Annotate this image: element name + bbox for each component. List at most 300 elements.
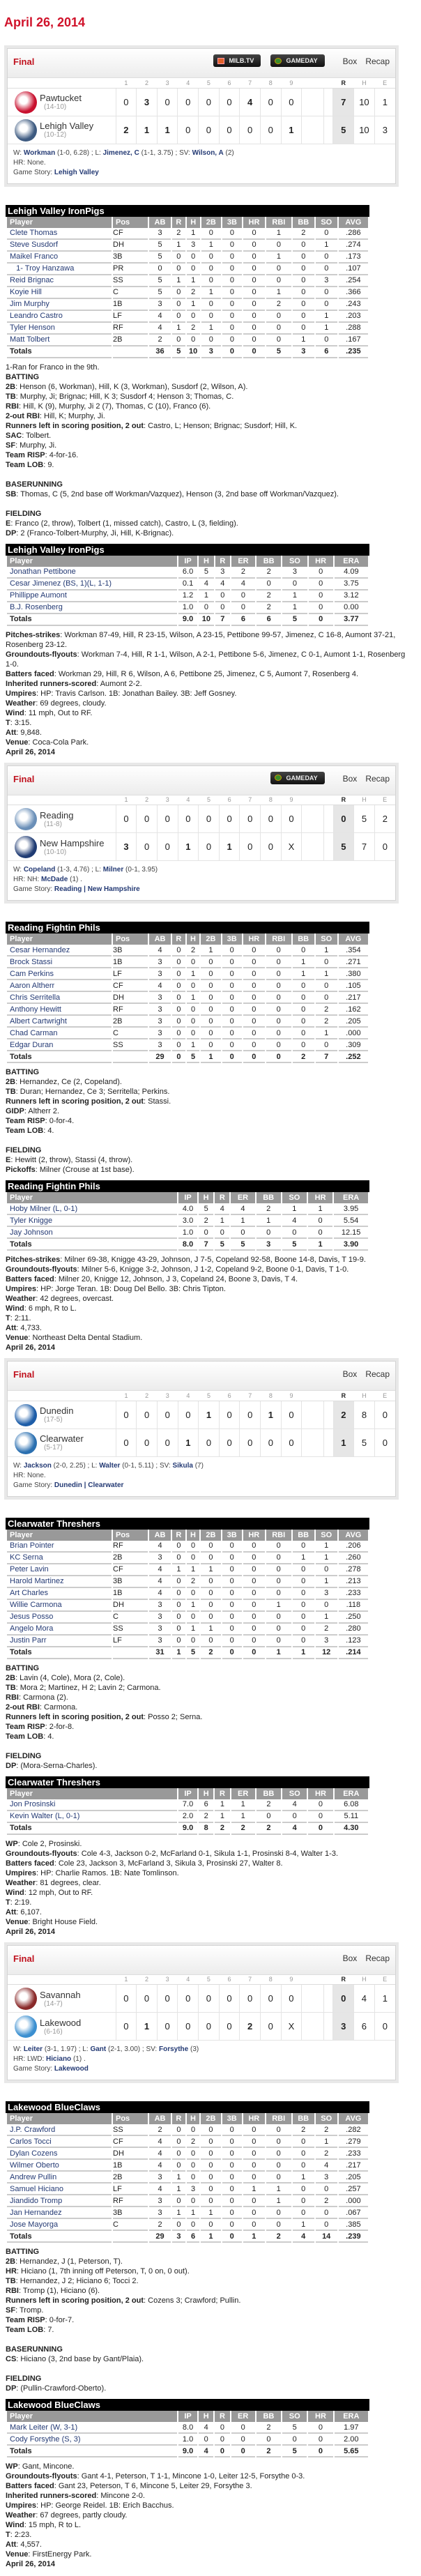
note-text: : 4,733. bbox=[16, 1324, 42, 1332]
gameday-label: GAMEDAY bbox=[286, 57, 318, 64]
player-link[interactable]: Harold Martinez bbox=[7, 1576, 112, 1588]
inning-header: 8 bbox=[261, 1391, 282, 1401]
player-link[interactable]: Tyler Henson bbox=[7, 323, 112, 335]
player-link[interactable]: Cesar Hernandez bbox=[7, 945, 112, 957]
player-link[interactable]: 1- Troy Hanzawa bbox=[7, 264, 112, 275]
game-status: Final bbox=[13, 773, 35, 784]
stat-cell: 0 bbox=[222, 1028, 242, 1039]
stat-cell: DH bbox=[113, 1600, 148, 1612]
column-header: AB bbox=[149, 933, 171, 945]
player-link[interactable]: Chris Serritella bbox=[7, 992, 112, 1004]
player-link[interactable]: Phillippe Aumont bbox=[7, 590, 177, 602]
player-link[interactable]: Koyie Hill bbox=[7, 287, 112, 299]
stat-cell: 6.08 bbox=[335, 1799, 368, 1811]
player-link[interactable]: Leandro Castro bbox=[7, 311, 112, 323]
team-cell bbox=[8, 116, 116, 144]
stat-cell: 1 bbox=[201, 1051, 220, 1063]
stat-cell: 0 bbox=[215, 602, 230, 614]
rhe-header: E bbox=[374, 1975, 395, 1985]
inning-score: 0 bbox=[281, 1985, 302, 2013]
inning-header: 4 bbox=[178, 1975, 199, 1985]
player-link[interactable]: Jesus Posso bbox=[7, 1612, 112, 1624]
note-label: Batters faced bbox=[6, 1859, 54, 1868]
stat-cell: 4 bbox=[199, 2422, 213, 2434]
stat-cell bbox=[113, 1647, 148, 1659]
stat-cell: 0 bbox=[187, 2195, 200, 2207]
table-row bbox=[7, 1576, 368, 1588]
note-line bbox=[6, 421, 407, 431]
player-link[interactable]: Chad Carman bbox=[7, 1028, 112, 1039]
column-header: SO bbox=[282, 1192, 307, 1203]
scoreboard bbox=[4, 763, 399, 904]
note-line bbox=[6, 450, 407, 460]
note-label: TB bbox=[6, 1683, 16, 1692]
inning-header: 5 bbox=[199, 1975, 220, 1985]
stat-cell: 0 bbox=[243, 1004, 265, 1016]
inning-score: 0 bbox=[219, 805, 240, 833]
note-text: : Castro, L; Henson; Brignac; Susdorf; Hill, K. bbox=[144, 421, 298, 430]
note-line bbox=[6, 689, 407, 699]
note-label: DP bbox=[6, 1761, 17, 1770]
team-name[interactable]: Savannah bbox=[40, 1989, 81, 2000]
stat-cell: 3B bbox=[113, 1576, 148, 1588]
inning-score: 0 bbox=[219, 1985, 240, 2013]
stat-cell: 0 bbox=[293, 2160, 314, 2172]
stat-cell: 1 bbox=[316, 2136, 337, 2148]
game-story-link[interactable]: Dunedin | Clearwater bbox=[54, 1481, 124, 1489]
note-text: : Carmona. bbox=[39, 1702, 78, 1712]
note-label: DP bbox=[6, 528, 17, 538]
stat-cell: 0 bbox=[243, 1576, 265, 1588]
stat-cell: 3.95 bbox=[334, 1203, 368, 1215]
stat-cell: 0 bbox=[316, 252, 337, 264]
column-header: RBI bbox=[266, 2113, 291, 2124]
player-link[interactable]: Peter Lavin bbox=[7, 1564, 112, 1576]
stat-cell: 14 bbox=[316, 2231, 337, 2243]
stat-cell: 7 bbox=[199, 1239, 213, 1251]
box-link[interactable]: Box bbox=[342, 1953, 358, 1963]
stat-cell: 0 bbox=[201, 1576, 220, 1588]
player-link[interactable]: Hoby Milner (L, 0-1) bbox=[7, 1203, 177, 1215]
player-link[interactable]: Justin Parr bbox=[7, 1636, 112, 1647]
stat-cell: 1 bbox=[187, 992, 200, 1004]
stat-cell: 0 bbox=[293, 1541, 314, 1553]
hr-player-link[interactable]: McDade bbox=[41, 876, 68, 883]
stat-cell: 0 bbox=[266, 1588, 291, 1600]
hits-total: 5 bbox=[354, 805, 375, 833]
stat-cell: PR bbox=[113, 264, 148, 275]
stat-cell: 0 bbox=[201, 1612, 220, 1624]
note-line bbox=[6, 2257, 407, 2266]
player-link[interactable]: Cesar Jimenez (BS, 1)(L, 1-1) bbox=[7, 579, 177, 590]
stat-cell: 5 bbox=[199, 1203, 213, 1215]
save-pitcher-link[interactable]: Forsythe bbox=[159, 2045, 189, 2053]
page-title: April 26, 2014 bbox=[4, 15, 86, 29]
game-story-line: Game Story: Dunedin | Clearwater bbox=[13, 1481, 124, 1489]
inning-header: 4 bbox=[178, 78, 199, 88]
note-text: : HP: George Reidel. 1B: Erich Bacchus. bbox=[36, 2501, 174, 2510]
team-name[interactable]: Dunedin bbox=[40, 1405, 74, 1416]
player-link[interactable]: Brock Stassi bbox=[7, 957, 112, 968]
stat-cell: 0 bbox=[308, 2434, 332, 2446]
note-label: RBI bbox=[6, 402, 19, 411]
rhe-header: E bbox=[374, 795, 395, 805]
player-link[interactable]: Jonathan Pettibone bbox=[7, 567, 177, 579]
inning-score: 0 bbox=[157, 805, 178, 833]
stat-cell: 0 bbox=[293, 2195, 314, 2207]
note-label: Team LOB bbox=[6, 1732, 44, 1741]
losing-pitcher-link[interactable]: Milner bbox=[102, 866, 124, 874]
table-row bbox=[7, 2160, 368, 2172]
winning-pitcher-link[interactable]: Workman bbox=[23, 148, 56, 157]
stat-cell: 0 bbox=[266, 1624, 291, 1636]
player-link[interactable]: J.P. Crawford bbox=[7, 2124, 112, 2136]
stat-cell: 1 bbox=[316, 945, 337, 957]
player-link[interactable]: Matt Tolbert bbox=[7, 335, 112, 346]
scoreboard bbox=[4, 1942, 399, 2084]
note-text: 1-Ran for Franco in the 9th. bbox=[6, 363, 100, 372]
inning-score: 0 bbox=[137, 805, 158, 833]
player-link[interactable]: Willie Carmona bbox=[7, 1600, 112, 1612]
stat-cell: 1 bbox=[172, 2172, 185, 2183]
player-link[interactable]: Jon Prosinski bbox=[7, 1799, 177, 1811]
gameday-button[interactable] bbox=[270, 54, 324, 67]
stat-cell: 0 bbox=[172, 980, 185, 992]
hr-player-link[interactable]: Hiciano bbox=[46, 2055, 72, 2063]
stat-cell: 0 bbox=[308, 1811, 332, 1823]
stat-cell: 0 bbox=[199, 602, 214, 614]
column-header: H bbox=[187, 217, 200, 228]
column-header: BB bbox=[257, 1192, 281, 1203]
rhe-header: E bbox=[374, 78, 395, 88]
note-label: 2B bbox=[6, 2257, 16, 2266]
inning-score: 1 bbox=[157, 116, 178, 144]
column-header: 2B bbox=[201, 933, 220, 945]
stat-cell: .118 bbox=[339, 1600, 368, 1612]
stat-cell: 0 bbox=[201, 1600, 220, 1612]
header-row bbox=[7, 2113, 368, 2124]
team-record: (14-7) bbox=[44, 1999, 63, 2008]
inning-score: 0 bbox=[137, 1401, 158, 1428]
stat-cell: 2 bbox=[149, 2219, 171, 2231]
stat-cell: 0 bbox=[257, 1227, 281, 1239]
inning-score: 4 bbox=[240, 88, 261, 116]
gap-header bbox=[323, 78, 333, 88]
team-name[interactable]: Clearwater bbox=[40, 1433, 84, 1444]
winning-pitcher-link[interactable]: Jackson bbox=[23, 1461, 52, 1470]
stat-cell: .206 bbox=[339, 1541, 368, 1553]
stat-cell: 1 bbox=[266, 1647, 291, 1659]
winning-pitcher-link[interactable]: Leiter bbox=[23, 2045, 43, 2053]
stat-cell: 4 bbox=[293, 2231, 314, 2243]
stat-cell: 0 bbox=[293, 1028, 314, 1039]
stat-cell: 1 bbox=[293, 2219, 314, 2231]
note-line bbox=[6, 2247, 407, 2257]
column-header: Player bbox=[7, 1788, 177, 1799]
note-text: : (Mora-Serna-Charles). bbox=[16, 1761, 98, 1770]
inning-score: 0 bbox=[116, 88, 137, 116]
table-row bbox=[7, 1636, 368, 1647]
player-link[interactable]: Albert Cartwright bbox=[7, 1016, 112, 1028]
column-header: ER bbox=[231, 1192, 254, 1203]
table-row bbox=[7, 980, 368, 992]
losing-pitcher-link[interactable]: Gant bbox=[90, 2045, 107, 2053]
stat-cell: 0 bbox=[215, 590, 230, 602]
column-header: R bbox=[172, 217, 185, 228]
note-text: : Tromp. bbox=[15, 2306, 44, 2315]
stat-cell: 0 bbox=[222, 957, 242, 968]
stat-cell: 0 bbox=[293, 1600, 314, 1612]
stat-cell: 1 bbox=[187, 2207, 200, 2219]
stat-cell: 0 bbox=[187, 1028, 200, 1039]
stat-cell: 0 bbox=[316, 1600, 337, 1612]
player-link[interactable]: Jiandido Tromp bbox=[7, 2195, 112, 2207]
column-header: 3B bbox=[222, 1530, 242, 1541]
player-link[interactable]: Dylan Cozens bbox=[7, 2148, 112, 2160]
team-name[interactable]: Lakewood bbox=[40, 2017, 82, 2028]
player-link[interactable]: Jay Johnson bbox=[7, 1227, 177, 1239]
player-link[interactable]: Kevin Walter (L, 0-1) bbox=[7, 1811, 177, 1823]
stat-cell: 0 bbox=[243, 945, 265, 957]
stat-cell: 0 bbox=[172, 1016, 185, 1028]
note-line bbox=[6, 2325, 407, 2335]
runs-total: 3 bbox=[333, 2013, 354, 2041]
gap-cell bbox=[323, 1401, 333, 1428]
milbtv-button[interactable] bbox=[213, 54, 261, 67]
game-story-link[interactable]: Lakewood bbox=[54, 2065, 89, 2073]
note-line bbox=[6, 2315, 407, 2325]
box-link[interactable]: Box bbox=[342, 1369, 358, 1379]
stat-cell: 1 bbox=[316, 1612, 337, 1624]
stat-cell: 0 bbox=[266, 2172, 291, 2183]
stat-cell: 0 bbox=[201, 1541, 220, 1553]
stat-cell: 7 bbox=[215, 614, 230, 626]
player-link[interactable]: B.J. Rosenberg bbox=[7, 602, 177, 614]
note-label: Venue bbox=[6, 738, 29, 747]
note-line bbox=[6, 372, 407, 382]
column-header: HR bbox=[308, 1192, 332, 1203]
stat-cell: 3 bbox=[149, 1612, 171, 1624]
team-name-bar: Reading Fightin Phils bbox=[6, 1180, 369, 1192]
column-header: AVG bbox=[339, 2113, 368, 2124]
column-header: 2B bbox=[201, 2113, 220, 2124]
scoreboard-header bbox=[8, 766, 395, 795]
player-link[interactable]: Anthony Hewitt bbox=[7, 1004, 112, 1016]
player-link[interactable]: Andrew Pullin bbox=[7, 2172, 112, 2183]
team-name[interactable]: Lehigh Valley bbox=[40, 121, 94, 131]
note-line bbox=[6, 2384, 407, 2393]
player-link[interactable]: Maikel Franco bbox=[7, 252, 112, 264]
player-link[interactable]: Clete Thomas bbox=[7, 228, 112, 240]
save-pitcher-link[interactable]: Sikula bbox=[172, 1461, 193, 1470]
note-text: : Milner (Crouse at 1st base). bbox=[35, 1166, 135, 1174]
stat-cell: 0 bbox=[231, 602, 255, 614]
game-story-link[interactable]: Lehigh Valley bbox=[54, 168, 99, 176]
column-header: ER bbox=[231, 1788, 255, 1799]
stat-cell: 0 bbox=[222, 2160, 242, 2172]
stat-cell: 0 bbox=[222, 346, 242, 358]
note-text: : Northeast Delta Dental Stadium. bbox=[28, 1334, 143, 1342]
stat-cell: C bbox=[113, 1028, 148, 1039]
column-header: Player bbox=[7, 1530, 112, 1541]
box-link[interactable]: Box bbox=[342, 56, 358, 66]
stat-cell: 29 bbox=[149, 1051, 171, 1063]
player-link[interactable]: Cody Forsythe (S, 3) bbox=[7, 2434, 177, 2446]
stat-cell: 2 bbox=[316, 2148, 337, 2160]
stat-cell: 0 bbox=[201, 1004, 220, 1016]
player-link[interactable]: Aaron Altherr bbox=[7, 980, 112, 992]
note-label: BATTING bbox=[6, 1663, 40, 1672]
note-text: : Tromp (1), Hiciano (6). bbox=[18, 2287, 100, 2295]
inning-score: 0 bbox=[281, 1428, 302, 1456]
player-link[interactable]: Cam Perkins bbox=[7, 968, 112, 980]
note-label: April 26, 2014 bbox=[6, 1343, 55, 1352]
stat-cell: 8 bbox=[199, 1823, 213, 1835]
game-story-link[interactable]: Reading | New Hampshire bbox=[54, 885, 140, 893]
totals-row bbox=[7, 1239, 368, 1251]
inning-header: 6 bbox=[219, 795, 240, 805]
spacer bbox=[6, 470, 407, 480]
team-record: (10-10) bbox=[44, 848, 67, 856]
scoreboard bbox=[4, 1358, 399, 1500]
note-text: : 2-for-8. bbox=[45, 1722, 75, 1731]
player-link[interactable]: Steve Susdorf bbox=[7, 240, 112, 252]
stat-cell: 0 bbox=[243, 1016, 265, 1028]
note-line bbox=[6, 1343, 407, 1352]
stat-cell: CF bbox=[113, 980, 148, 992]
column-header: IP bbox=[178, 1788, 197, 1799]
inning-header: 7 bbox=[240, 78, 261, 88]
spacer bbox=[6, 2335, 407, 2345]
note-line bbox=[6, 2491, 407, 2501]
player-link[interactable]: Edgar Duran bbox=[7, 1039, 112, 1051]
rhe-header: H bbox=[354, 1391, 375, 1401]
note-text: : 42 degrees, overcast. bbox=[36, 1295, 114, 1303]
inning-score: 0 bbox=[240, 805, 261, 833]
player-link[interactable]: Brian Pointer bbox=[7, 1541, 112, 1553]
stat-cell: 4 bbox=[199, 579, 214, 590]
player-link[interactable]: Mark Leiter (W, 3-1) bbox=[7, 2422, 177, 2434]
stat-cell: 2 bbox=[231, 1823, 255, 1835]
stat-cell: 1 bbox=[231, 1799, 255, 1811]
stat-cell: 0 bbox=[293, 992, 314, 1004]
stat-cell: 2 bbox=[257, 602, 281, 614]
stat-cell: 0 bbox=[293, 980, 314, 992]
player-link[interactable]: Samuel Hiciano bbox=[7, 2183, 112, 2195]
player-link[interactable]: Art Charles bbox=[7, 1588, 112, 1600]
recap-link[interactable]: Recap bbox=[365, 1369, 390, 1379]
stat-cell: DH bbox=[113, 992, 148, 1004]
note-line bbox=[6, 718, 407, 728]
player-link[interactable]: Tyler Knigge bbox=[7, 1215, 177, 1227]
column-header: HR bbox=[243, 1530, 265, 1541]
stat-cell: .252 bbox=[339, 1051, 368, 1063]
stat-cell: 0 bbox=[172, 2219, 185, 2231]
stat-cell: 0 bbox=[293, 287, 314, 299]
stat-cell: 1 bbox=[316, 240, 337, 252]
note-label: Runners left in scoring position, 2 out bbox=[6, 1097, 144, 1106]
stat-cell: 1 bbox=[187, 1039, 200, 1051]
recap-link[interactable]: Recap bbox=[365, 773, 390, 784]
team-name[interactable]: Reading bbox=[40, 809, 74, 821]
winning-pitcher-link[interactable]: Copeland bbox=[23, 866, 56, 874]
scoreboard-panel bbox=[7, 1361, 396, 1497]
stat-cell: 2 bbox=[316, 1004, 337, 1016]
team-name[interactable]: Pawtucket bbox=[40, 93, 82, 103]
note-line bbox=[6, 679, 407, 689]
inning-score: 1 bbox=[178, 1428, 199, 1456]
inning-header: 9 bbox=[281, 795, 302, 805]
stat-cell: 0 bbox=[187, 1612, 200, 1624]
note-text: : 4-for-16. bbox=[45, 450, 79, 459]
losing-pitcher-link[interactable]: Walter bbox=[99, 1461, 121, 1470]
player-link[interactable]: KC Serna bbox=[7, 1553, 112, 1564]
table-row bbox=[7, 1016, 368, 1028]
stat-cell: 0 bbox=[187, 957, 200, 968]
stat-cell: 1.0 bbox=[178, 602, 197, 614]
batting-table bbox=[6, 1530, 369, 1659]
gameday-button[interactable] bbox=[270, 772, 324, 784]
recap-link[interactable]: Recap bbox=[365, 56, 390, 66]
stat-cell: 6 bbox=[231, 614, 255, 626]
losing-pitcher-link[interactable]: Jimenez, C bbox=[102, 148, 139, 157]
box-link[interactable]: Box bbox=[342, 773, 358, 784]
totals-row bbox=[7, 2446, 368, 2457]
column-header: ERA bbox=[334, 1192, 368, 1203]
stat-cell: 4 bbox=[149, 980, 171, 992]
team-name[interactable]: New Hampshire bbox=[40, 837, 105, 848]
player-link[interactable]: Angelo Mora bbox=[7, 1624, 112, 1636]
inning-score: 0 bbox=[240, 116, 261, 144]
player-link[interactable]: Jim Murphy bbox=[7, 299, 112, 311]
player-link[interactable]: Wilmer Oberto bbox=[7, 2160, 112, 2172]
stat-cell: 0 bbox=[316, 228, 337, 240]
note-text: : 2:19. bbox=[10, 1898, 32, 1907]
player-link[interactable]: Carlos Tocci bbox=[7, 2136, 112, 2148]
note-label: RBI bbox=[6, 2287, 19, 2295]
note-text: : Posso 2; Serna. bbox=[144, 1712, 203, 1721]
stat-cell: 0 bbox=[222, 945, 242, 957]
note-label: Wind bbox=[6, 1888, 24, 1897]
stat-cell: 0 bbox=[316, 264, 337, 275]
recap-link[interactable]: Recap bbox=[365, 1953, 390, 1963]
stat-cell: 3B bbox=[113, 945, 148, 957]
stat-cell: 0 bbox=[172, 2195, 185, 2207]
player-link[interactable]: Jose Mayorga bbox=[7, 2219, 112, 2231]
note-text: : 69 degrees, cloudy. bbox=[36, 699, 107, 708]
stat-cell: DH bbox=[113, 2148, 148, 2160]
stat-cell: 0 bbox=[231, 2422, 255, 2434]
note-line bbox=[6, 1284, 407, 1294]
player-link[interactable]: Reid Brignac bbox=[7, 275, 112, 287]
rhe-header: H bbox=[354, 78, 375, 88]
player-link[interactable]: Jan Hernandez bbox=[7, 2207, 112, 2219]
save-pitcher-link[interactable]: Wilson, A bbox=[192, 148, 224, 157]
stat-cell: 0 bbox=[293, 1016, 314, 1028]
runs-total: 0 bbox=[333, 805, 354, 833]
stat-cell: 5 bbox=[149, 252, 171, 264]
stat-cell: 0 bbox=[266, 1039, 291, 1051]
inning-score: 1 bbox=[178, 833, 199, 861]
stat-cell: .366 bbox=[339, 287, 368, 299]
stat-cell: .278 bbox=[339, 1564, 368, 1576]
stat-cell: .000 bbox=[339, 1028, 368, 1039]
stat-cell: 2 bbox=[215, 1823, 229, 1835]
inning-score: 0 bbox=[178, 88, 199, 116]
note-text: : 67 degrees, partly cloudy. bbox=[36, 2511, 128, 2520]
column-header: Player bbox=[7, 933, 112, 945]
stat-cell: 0 bbox=[243, 1600, 265, 1612]
